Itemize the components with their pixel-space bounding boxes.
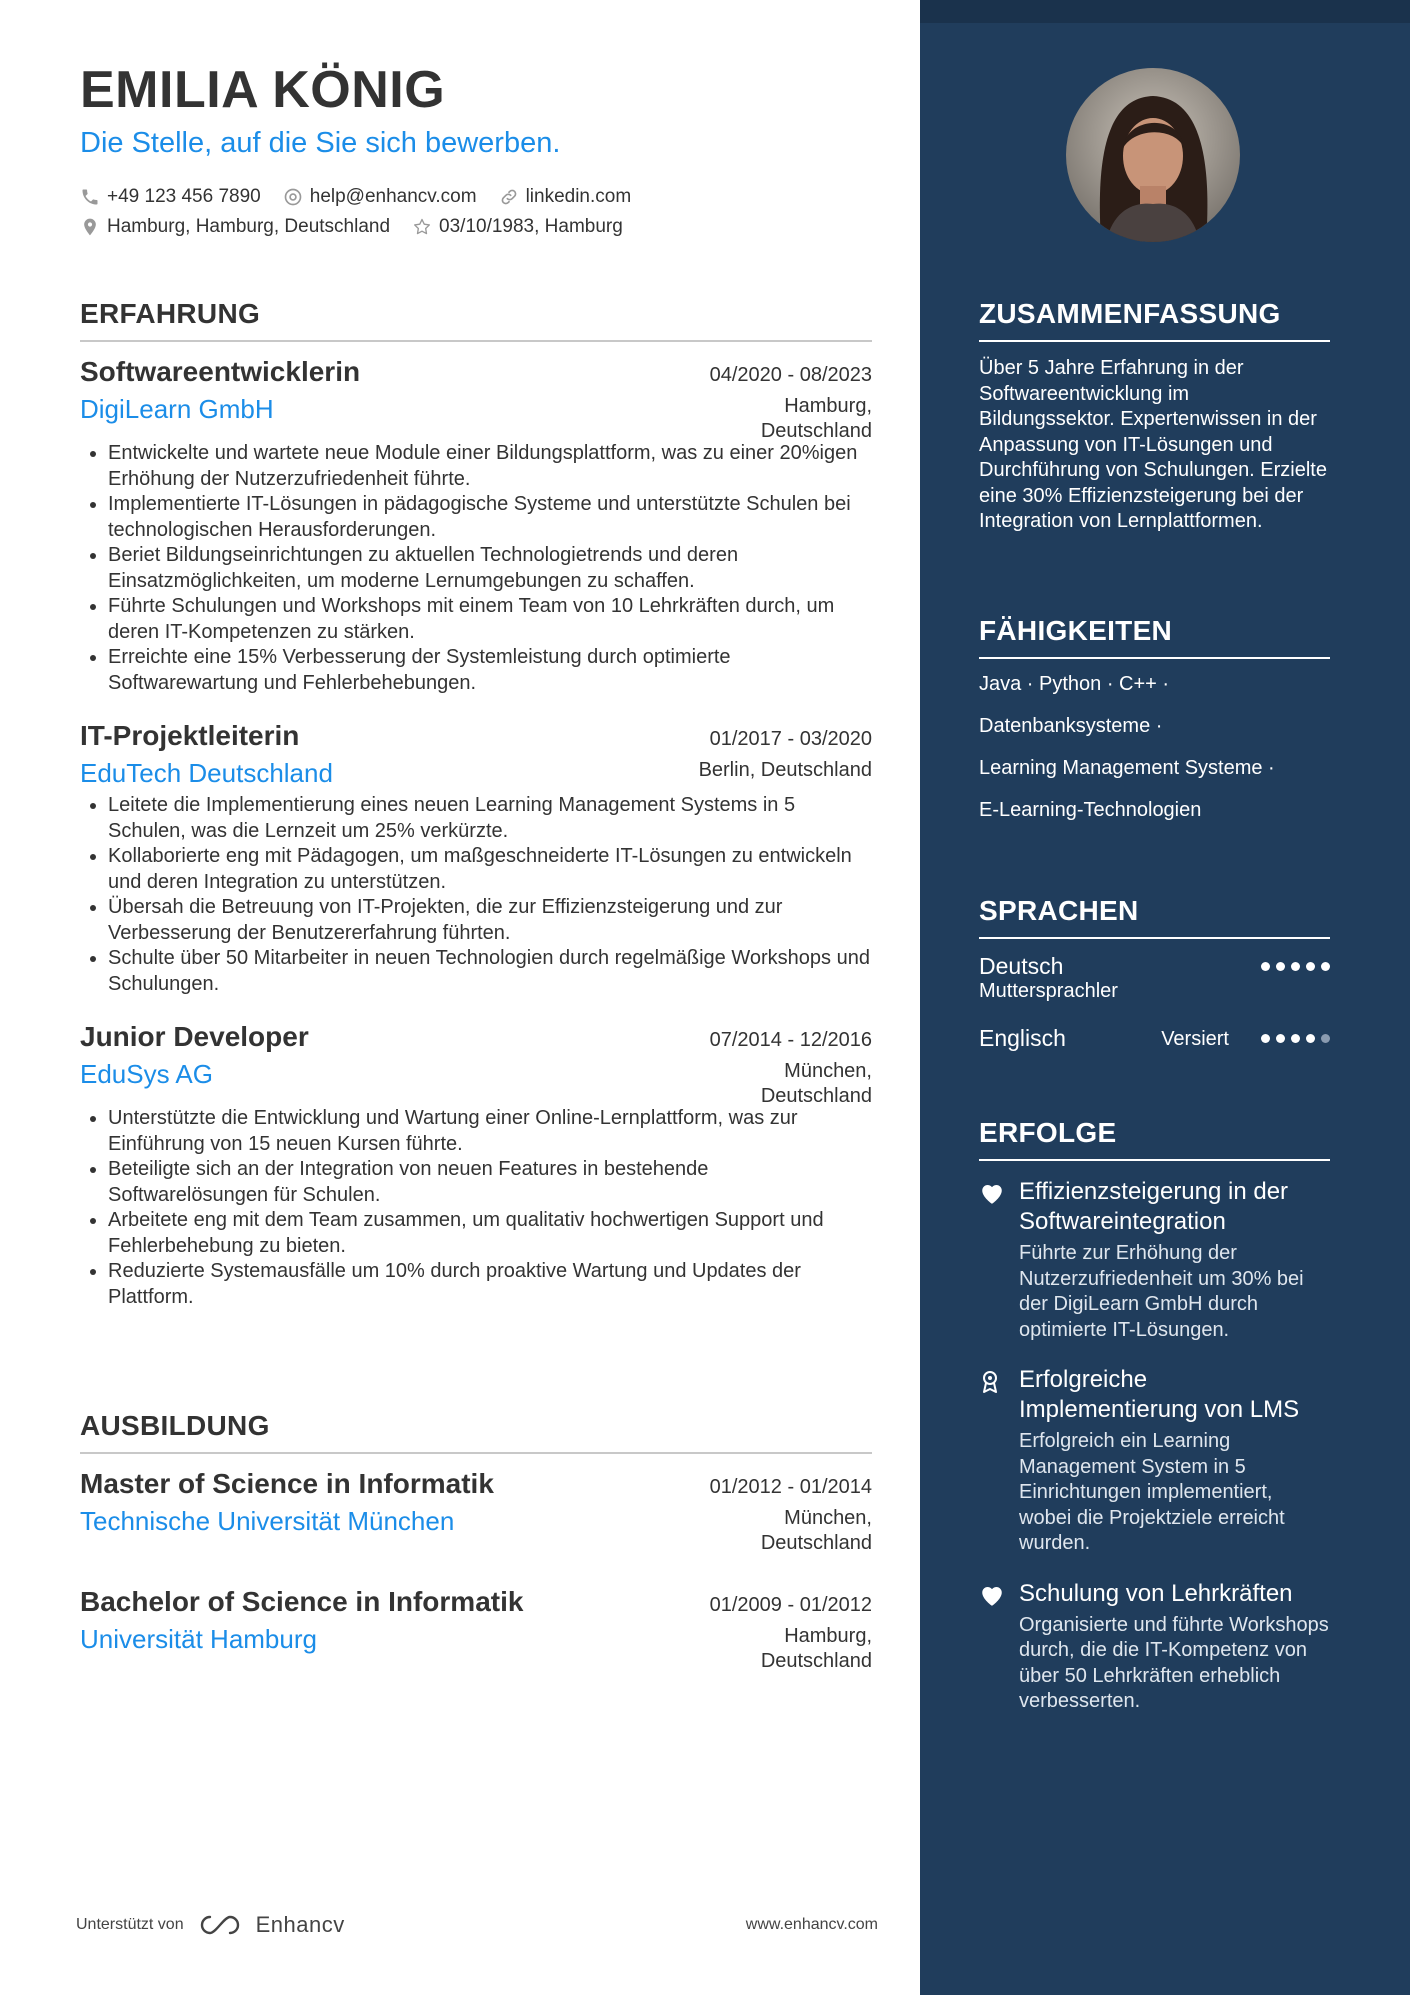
rating-dot [1321, 962, 1330, 971]
rating-dot [1291, 962, 1300, 971]
sidebar [920, 0, 1410, 1995]
footer [76, 1912, 878, 1938]
skills-section [979, 615, 1330, 831]
linkedin-text: linkedin.com [525, 186, 632, 207]
skill-line: Java · Python · C++ · [979, 673, 1170, 695]
job-location: Berlin, Deutschland [698, 759, 872, 781]
language-level: Muttersprachler [979, 980, 1118, 1002]
divider [80, 1452, 872, 1454]
brand [76, 1912, 345, 1938]
rating-dot [1276, 1034, 1285, 1043]
section-title: ERFAHRUNG [80, 298, 261, 329]
rating-dot [1306, 962, 1315, 971]
location-item [80, 216, 390, 238]
experience-entry [80, 1021, 872, 1310]
language-level: Versiert [1161, 1028, 1229, 1050]
school-name: Universität Hamburg [80, 1624, 317, 1654]
divider [979, 340, 1330, 342]
edu-location: Hamburg, Deutschland [760, 1625, 872, 1672]
rating-dot [1321, 1034, 1330, 1043]
section-title: ERFOLGE [979, 1117, 1117, 1148]
rating-dot [1261, 962, 1270, 971]
divider [979, 1159, 1330, 1161]
bullet: • Leitete die Implementierung eines neuen Learning Management Systems in 5 Schulen, was die Lernzeit um 25% verkürzte. [108, 793, 872, 844]
language-rating [1261, 1025, 1330, 1043]
achievement-item [979, 1579, 1330, 1715]
education-entry [80, 1586, 872, 1674]
job-bullets [80, 441, 872, 696]
bullet: • Implementierte IT-Lösungen in pädagogische Systeme und unterstützte Schulen bei technologischen Herausforderungen. [108, 492, 872, 543]
skill-line: Learning Management Systeme · [979, 757, 1275, 779]
bullet: • Erreichte eine 15% Verbesserung der Systemleistung durch optimierte Softwarewartung und Fehlerbehebungen. [108, 645, 872, 696]
footer-url[interactable]: www.enhancv.com [745, 1916, 878, 1933]
company-name: EduSys AG [80, 1059, 213, 1089]
enhancv-logo-icon [196, 1913, 244, 1937]
section-title: SPRACHEN [979, 895, 1139, 926]
job-dates: 04/2020 - 08/2023 [709, 364, 872, 386]
job-role: IT-Projektleiterin [80, 720, 300, 751]
language-item [979, 953, 1330, 1003]
award-icon [979, 1369, 1001, 1395]
email-item[interactable] [283, 186, 477, 208]
achievement-title: Schulung von Lehrkräften [1019, 1579, 1293, 1607]
rating-dot [1291, 1034, 1300, 1043]
star-icon [412, 217, 432, 237]
linkedin-item[interactable] [499, 186, 632, 208]
job-role: Softwareentwicklerin [80, 356, 361, 387]
job-bullets [80, 1106, 872, 1310]
job-location: Hamburg, Deutschland [760, 395, 872, 442]
divider [979, 937, 1330, 939]
birth-text: 03/10/1983, Hamburg [439, 216, 623, 237]
heart-icon [979, 1583, 1005, 1607]
language-name: Deutsch [979, 953, 1064, 979]
skill-line: E-Learning-Technologien [979, 799, 1202, 821]
heart-icon [979, 1181, 1005, 1205]
bullet: • Übersah die Betreuung von IT-Projekten, die zur Effizienzsteigerung und zur Verbesserung der Benutzererfahrung führten. [108, 895, 872, 946]
edu-dates: 01/2009 - 01/2012 [709, 1594, 872, 1616]
phone-text: +49 123 456 7890 [107, 186, 261, 207]
job-role: Junior Developer [80, 1021, 309, 1052]
language-rating [1261, 953, 1330, 971]
phone-item [80, 186, 261, 208]
bullet: • Reduzierte Systemausfälle um 10% durch proaktive Wartung und Updates der Plattform. [108, 1259, 872, 1310]
achievement-item [979, 1365, 1330, 1557]
bullet: • Entwickelte und wartete neue Module einer Bildungsplattform, was zu einer 20%igen Erhöhung der Nutzerzufriedenheit führte. [108, 441, 872, 492]
achievement-title: Erfolgreiche Implementierung von LMS [1019, 1366, 1300, 1423]
job-dates: 07/2014 - 12/2016 [709, 1029, 872, 1051]
bullet: • Beteiligte sich an der Integration von neuen Features in bestehende Softwarelösungen für Schulen. [108, 1157, 872, 1208]
degree: Bachelor of Science in Informatik [80, 1586, 524, 1617]
rating-dot [1276, 962, 1285, 971]
powered-by-text: Unterstützt von [76, 1916, 184, 1933]
job-bullets [80, 793, 872, 997]
company-name: DigiLearn GmbH [80, 394, 274, 424]
achievement-title: Effizienzsteigerung in der Softwareintegration [1019, 1178, 1289, 1235]
edu-dates: 01/2012 - 01/2014 [709, 1476, 872, 1498]
phone-icon [80, 187, 100, 207]
profile-photo [1066, 68, 1240, 242]
achievement-desc: Organisierte und führte Workshops durch, die die IT-Kompetenz von über 50 Lehrkräften erheblich verbesserten. [1019, 1613, 1329, 1712]
section-title: ZUSAMMENFASSUNG [979, 298, 1281, 329]
job-dates: 01/2017 - 03/2020 [709, 728, 872, 750]
bullet: • Arbeitete eng mit dem Team zusammen, um qualitativ hochwertigen Support und Fehlerbehebung zu bieten. [108, 1208, 872, 1259]
contact-info [80, 182, 872, 242]
achievement-desc: Führte zur Erhöhung der Nutzerzufriedenheit um 30% bei der DigiLearn GmbH durch optimierte IT-Lösungen. [1019, 1242, 1304, 1341]
achievements-section [979, 1117, 1330, 1737]
education-entry [80, 1468, 872, 1556]
edu-location: München, Deutschland [760, 1507, 872, 1554]
bullet: • Kollaborierte eng mit Pädagogen, um maßgeschneiderte IT-Lösungen zu entwickeln und deren Integration zu unterstützen. [108, 844, 872, 895]
birth-item [412, 216, 623, 238]
language-item [979, 1025, 1330, 1052]
achievement-desc: Erfolgreich ein Learning Management System in 5 Einrichtungen implementiert, wobei die Projektziele erreicht wurden. [1019, 1430, 1285, 1554]
email-text: help@enhancv.com [309, 186, 477, 207]
rating-dot [1306, 1034, 1315, 1043]
divider [80, 340, 872, 342]
bullet: • Schulte über 50 Mitarbeiter in neuen Technologien durch regelmäßige Workshops und Schulungen. [108, 946, 872, 997]
section-title: FÄHIGKEITEN [979, 615, 1173, 646]
job-title: Die Stelle, auf die Sie sich bewerben. [80, 127, 561, 159]
education-section [80, 1410, 872, 1674]
bullet: • Unterstützte die Entwicklung und Wartung einer Online-Lernplattform, was zur Einführung von 15 neuen Kursen führte. [108, 1106, 872, 1157]
location-text: Hamburg, Hamburg, Deutschland [107, 216, 391, 237]
candidate-name: EMILIA KÖNIG [80, 61, 446, 119]
experience-entry [80, 356, 872, 696]
brand-name: Enhancv [255, 1912, 345, 1937]
school-name: Technische Universität München [80, 1506, 455, 1536]
skill-line: Datenbanksysteme · [979, 715, 1163, 737]
location-pin-icon [80, 217, 100, 237]
sidebar-top-bar [920, 0, 1410, 23]
company-name: EduTech Deutschland [80, 758, 333, 788]
summary-text: Über 5 Jahre Erfahrung in der Softwareentwicklung im Bildungssektor. Expertenwissen in der Anpassung von IT-Lösungen und Durchführung von Schulungen. Erzielte eine 30% Effizienzsteigerung bei der Integration von Lernplattformen. [979, 357, 1327, 532]
degree: Master of Science in Informatik [80, 1468, 494, 1499]
achievement-item [979, 1177, 1330, 1343]
language-name: Englisch [979, 1025, 1066, 1051]
experience-entry [80, 720, 872, 997]
rating-dot [1261, 1034, 1270, 1043]
divider [979, 657, 1330, 659]
at-icon [283, 187, 303, 207]
languages-section [979, 895, 1330, 1074]
link-icon [499, 187, 519, 207]
job-location: München, Deutschland [760, 1060, 872, 1107]
section-title: AUSBILDUNG [80, 1410, 270, 1441]
bullet: • Führte Schulungen und Workshops mit einem Team von 10 Lehrkräften durch, um deren IT-Kompetenzen zu stärken. [108, 594, 872, 645]
experience-section [80, 298, 872, 1310]
summary-section [979, 298, 1330, 535]
bullet: • Beriet Bildungseinrichtungen zu aktuellen Technologietrends und deren Einsatzmöglichkeiten, um moderne Lernumgebungen zu schaffen. [108, 543, 872, 594]
